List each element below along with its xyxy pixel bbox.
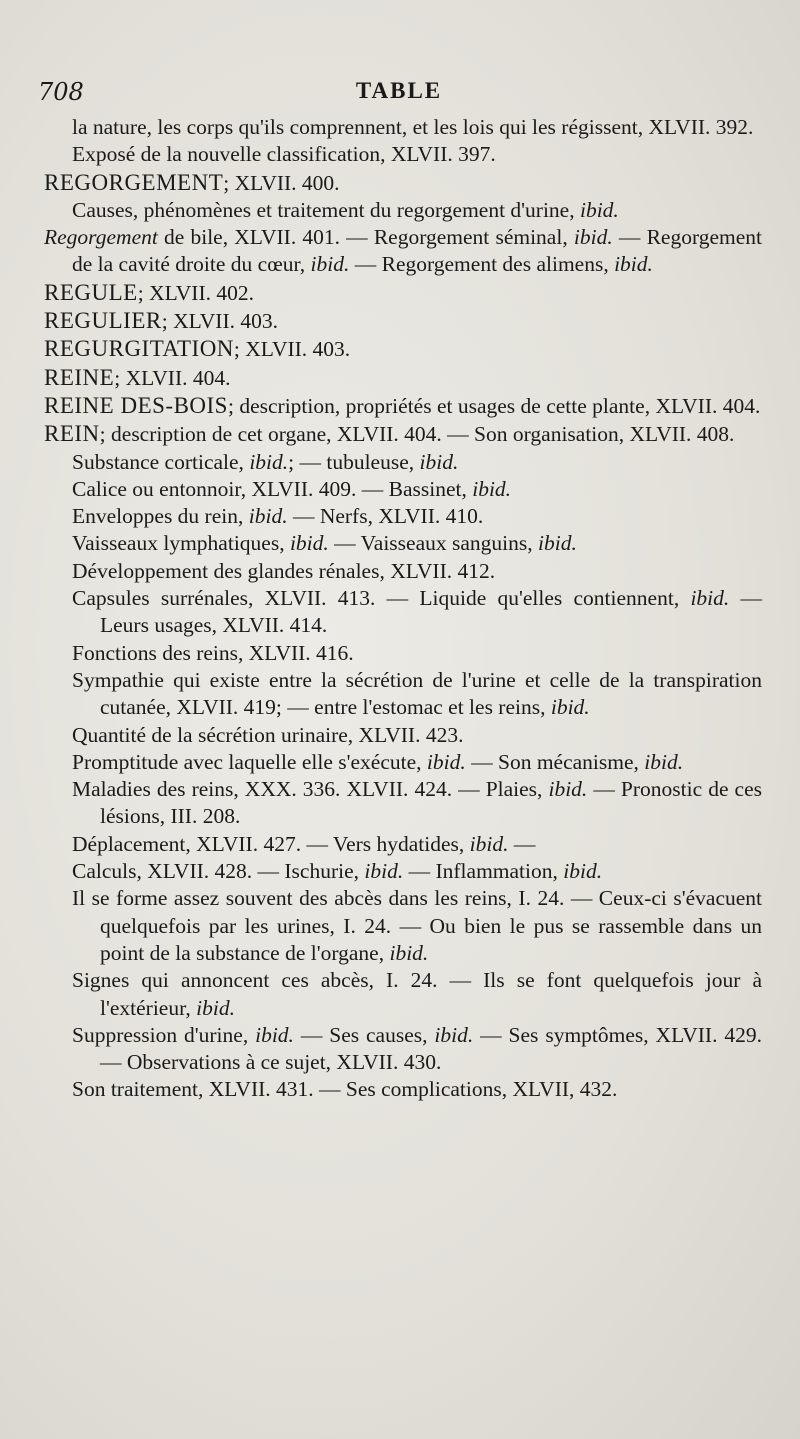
- ibid-ref: ibid.: [614, 252, 653, 277]
- entry-text: — Son mécanisme,: [465, 749, 645, 774]
- index-subentry: [44, 476, 762, 503]
- index-subentry: [44, 1022, 762, 1077]
- entry-text: Quantité de la sécrétion urinaire, XLVII. 423.: [72, 722, 464, 747]
- entry-text: Suppression d'urine,: [72, 1022, 256, 1047]
- entry-text: Calice ou entonnoir, XLVII. 409. — Bassinet,: [72, 476, 473, 501]
- index-entry-rein: [44, 420, 762, 448]
- ibid-ref: ibid.: [248, 504, 288, 529]
- headword: REINE DES-BOIS: [44, 392, 228, 418]
- ibid-ref: ibid.: [563, 859, 603, 884]
- entry-text: ; XLVII. 404.: [114, 365, 231, 390]
- index-subentry: [44, 585, 762, 640]
- headword: REIN: [44, 421, 100, 447]
- headword: REINE: [44, 364, 115, 390]
- index-entries: [44, 114, 762, 1104]
- ibid-ref: ibid.: [550, 695, 590, 720]
- ibid-ref: ibid.: [419, 449, 459, 474]
- entry-text: ; — tubuleuse,: [288, 449, 420, 474]
- index-subentry: [44, 449, 762, 476]
- ibid-ref: ibid.: [538, 531, 577, 556]
- entry-text: Sympathie qui existe entre la sécrétion de l'urine et celle de la transpiration cutanée, XLVII. 419; — entre l'estomac et les reins,: [72, 667, 762, 720]
- ibid-ref: ibid.: [469, 831, 509, 856]
- ibid-ref: ibid.: [249, 449, 289, 474]
- entry-text: Maladies des reins, XXX. 336. XLVII. 424. — Plaies,: [72, 777, 549, 802]
- headword: REGORGEMENT: [44, 169, 224, 195]
- entry-text: Promptitude avec laquelle elle s'exécute,: [72, 749, 427, 774]
- entry-text: — Regorgement de la cavité droite du cœur,: [72, 225, 763, 277]
- ibid-ref: ibid.: [310, 252, 350, 277]
- index-subentry: [44, 749, 762, 776]
- index-subentry: [44, 831, 762, 858]
- running-title: TABLE: [355, 78, 443, 103]
- ibid-ref: ibid.: [364, 859, 404, 884]
- ibid-ref: ibid.: [573, 225, 613, 250]
- ibid-ref: ibid.: [389, 940, 429, 965]
- index-entry-regorgement: [44, 224, 762, 279]
- ibid-ref: ibid.: [644, 749, 684, 774]
- ibid-ref: ibid.: [548, 777, 588, 802]
- ibid-ref: ibid.: [690, 586, 730, 611]
- headword: REGULIER: [44, 308, 162, 334]
- entry-text: — Pronostic de ces lésions, III. 208.: [100, 777, 763, 829]
- page-header: [38, 78, 760, 114]
- index-subentry: [44, 1076, 762, 1103]
- index-entry-regule: [44, 279, 762, 307]
- entry-text: Il se forme assez souvent des abcès dans les reins, I. 24. — Ceux-ci s'évacuent quelquefois par les urines, I. 24. — Ou bien le pus se rassemble dans un point de la substance de l'organe,: [72, 886, 762, 965]
- entry-text: la nature, les corps qu'ils comprennent, et les lois qui les régissent, XLVII. 392.: [72, 115, 754, 139]
- entry-text: Calculs, XLVII. 428. — Ischurie,: [72, 859, 365, 884]
- entry-text: — Nerfs, XLVII. 410.: [287, 504, 484, 529]
- headword: REGULE: [44, 279, 138, 305]
- entry-text: de bile, XLVII. 401. — Regorgement séminal,: [157, 225, 574, 250]
- index-subentry: [44, 667, 762, 722]
- entry-text: Exposé de la nouvelle classification, XLVII. 397.: [72, 142, 496, 167]
- index-subentry: [44, 530, 762, 557]
- headword: Regorgement: [44, 225, 158, 250]
- entry-text: ; XLVII. 403.: [161, 309, 278, 334]
- entry-text: ; XLVII. 400.: [223, 170, 340, 195]
- page-number: 708: [38, 78, 84, 106]
- entry-text: — Vaisseaux sanguins,: [328, 531, 538, 556]
- ibid-ref: ibid.: [472, 476, 512, 501]
- entry-text: Signes qui annoncent ces abcès, I. 24. — Ils se font quelquefois jour à l'extérieur,: [72, 968, 762, 1020]
- ibid-ref: ibid.: [434, 1022, 474, 1047]
- ibid-ref: ibid.: [255, 1022, 294, 1047]
- index-entry-regorgement: [44, 169, 762, 197]
- index-subentry: [44, 722, 762, 749]
- entry-text: Vaisseaux lymphatiques,: [72, 531, 290, 556]
- index-subentry: [44, 885, 762, 967]
- index-subentry: [44, 558, 762, 585]
- ibid-ref: ibid.: [579, 197, 619, 222]
- entry-text: — Regorgement des alimens,: [349, 252, 615, 277]
- entry-text: Déplacement, XLVII. 427. — Vers hydatides,: [72, 831, 470, 856]
- ibid-ref: ibid.: [289, 531, 329, 556]
- index-entry-regurgitation: [44, 335, 762, 363]
- entry-text: — Inflammation,: [403, 859, 564, 884]
- index-entry-regulier: [44, 307, 762, 335]
- entry-text: ; XLVII. 403.: [233, 337, 351, 362]
- index-subentry: [44, 858, 762, 885]
- index-subentry: [44, 503, 762, 530]
- entry-text: —: [508, 831, 536, 856]
- index-subentry: [44, 114, 762, 141]
- entry-text: Fonctions des reins, XLVII. 416.: [72, 640, 354, 665]
- entry-text: ; XLVII. 402.: [137, 280, 254, 305]
- index-subentry: [44, 141, 762, 168]
- entry-text: Son traitement, XLVII. 431. — Ses complications, XLVII, 432.: [72, 1077, 618, 1102]
- ibid-ref: ibid.: [196, 995, 235, 1020]
- entry-text: ; description de cet organe, XLVII. 404. — Son organisation, XLVII. 408.: [99, 422, 735, 447]
- index-subentry: [44, 640, 762, 667]
- entry-text: — Ses causes,: [293, 1022, 435, 1047]
- entry-text: Substance corticale,: [72, 449, 250, 474]
- entry-text: Capsules surrénales, XLVII. 413. — Liquide qu'elles contiennent,: [72, 586, 691, 611]
- index-entry-reine: [44, 364, 762, 392]
- entry-text: Développement des glandes rénales, XLVII. 412.: [72, 558, 496, 583]
- entry-text: Causes, phénomènes et traitement du regorgement d'urine,: [72, 197, 580, 222]
- headword: REGURGITATION: [44, 336, 234, 362]
- ibid-ref: ibid.: [426, 749, 466, 774]
- entry-text: — Leurs usages, XLVII. 414.: [100, 586, 763, 638]
- index-subentry: [44, 197, 762, 224]
- index-subentry: [44, 776, 762, 831]
- entry-text: — Ses symptômes, XLVII. 429. — Observations à ce sujet, XLVII. 430.: [100, 1022, 762, 1075]
- index-entry-reine-des-bois: [44, 392, 762, 420]
- entry-text: ; description, propriétés et usages de cette plante, XLVII. 404.: [227, 393, 761, 418]
- entry-text: Enveloppes du rein,: [72, 504, 249, 529]
- index-subentry: [44, 967, 762, 1022]
